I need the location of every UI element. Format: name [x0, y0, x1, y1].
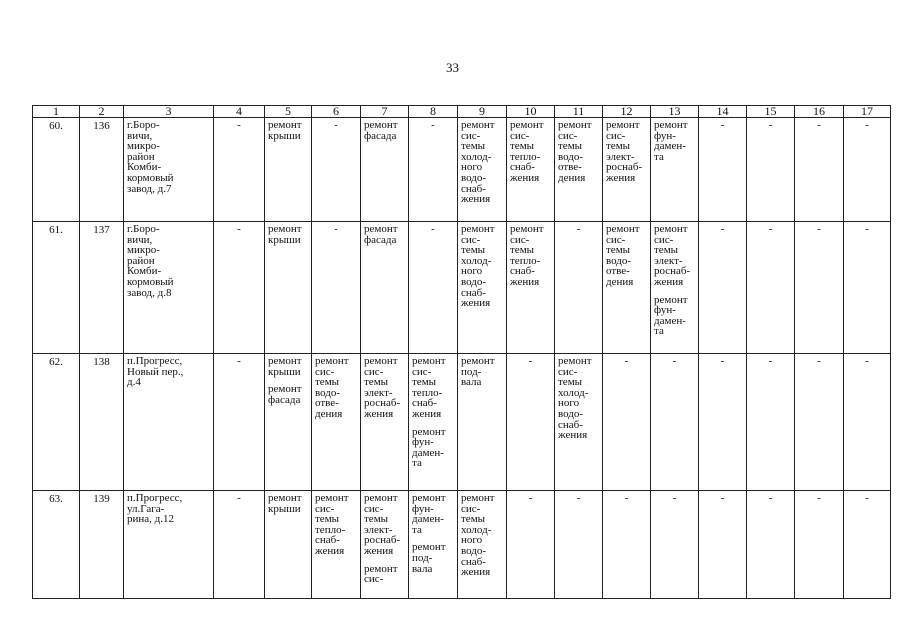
cell-text: ремонт сис- темы холод- ного водо- снаб- жения [558, 355, 592, 442]
table-cell [555, 491, 603, 599]
table-cell [214, 491, 265, 599]
table-cell [555, 222, 603, 354]
table-cell [507, 222, 555, 354]
cell-text: ремонт фун- дамен- та [412, 492, 446, 536]
column-header: 2 [80, 106, 124, 118]
table-cell [80, 222, 124, 354]
table-cell [555, 118, 603, 222]
cell-text: 63. [49, 493, 63, 505]
table-cell [747, 222, 795, 354]
table-cell [844, 222, 891, 354]
cell-text: ремонт сис- темы холод- ного водо- снаб- жения [461, 492, 495, 579]
table-row [33, 354, 891, 491]
table-cell [747, 491, 795, 599]
cell-text: ремонт фасада [268, 383, 302, 406]
cell-text: - [817, 119, 821, 131]
column-header: 7 [361, 106, 409, 118]
cell-text: - [768, 492, 773, 504]
cell-text: - [624, 355, 629, 367]
column-header: 6 [312, 106, 361, 118]
table-cell [214, 118, 265, 222]
column-header: 1 [33, 106, 80, 118]
cell-text: - [817, 223, 821, 235]
table-cell [409, 491, 458, 599]
table-cell [312, 118, 361, 222]
cell-text: ремонт сис- темы водо- отве- дения [558, 119, 592, 184]
table-cell [361, 118, 409, 222]
cell-text: - [768, 355, 773, 367]
table-cell [80, 354, 124, 491]
table-cell [33, 354, 80, 491]
cell-text: ремонт фун- дамен- та [412, 425, 446, 470]
column-header: 5 [265, 106, 312, 118]
cell-text: ремонт крыши [268, 119, 302, 142]
table-cell [844, 118, 891, 222]
table-cell [603, 491, 651, 599]
table-cell [555, 354, 603, 491]
cell-text: ремонт сис- темы элект- роснаб- жения [364, 355, 401, 420]
table-cell [409, 118, 458, 222]
table-cell [651, 491, 699, 599]
table-cell [409, 354, 458, 491]
table-cell [33, 118, 80, 222]
cell-text: - [720, 492, 725, 504]
table-cell [33, 491, 80, 599]
cell-text: ремонт сис- темы тепло- снаб- жения [315, 492, 349, 557]
cell-text: 62. [49, 356, 63, 368]
table-cell [409, 222, 458, 354]
cell-text: - [237, 223, 241, 235]
table-cell [603, 354, 651, 491]
table-cell [795, 354, 844, 491]
cell-text: ремонт под- вала [461, 355, 495, 389]
cell-text: 61. [49, 224, 63, 236]
table-cell [80, 118, 124, 222]
column-header: 12 [603, 106, 651, 118]
column-header: 16 [795, 106, 844, 118]
cell-text: ремонт сис- темы тепло- снаб- жения [412, 355, 446, 420]
cell-text: 136 [93, 120, 110, 132]
cell-text: - [528, 492, 533, 504]
cell-text: ремонт сис- темы водо- отве- дения [315, 355, 349, 420]
cell-text: ремонт сис- темы элект- роснаб- жения [364, 492, 401, 557]
cell-text: 139 [93, 493, 110, 505]
cell-text: ремонт фасада [364, 223, 398, 246]
cell-text: - [720, 223, 725, 235]
table-cell [651, 354, 699, 491]
cell-text: ремонт сис- темы холод- ного водо- снаб- жения [461, 119, 495, 206]
column-header: 3 [124, 106, 214, 118]
cell-text: - [334, 223, 338, 235]
table-cell [214, 354, 265, 491]
column-header: 9 [458, 106, 507, 118]
column-header: 13 [651, 106, 699, 118]
table-cell [603, 222, 651, 354]
cell-text: - [672, 355, 677, 367]
cell-text: ремонт сис- темы тепло- снаб- жения [510, 223, 544, 288]
column-header: 8 [409, 106, 458, 118]
table-row [33, 491, 891, 599]
cell-text: - [237, 355, 241, 367]
table-cell [361, 491, 409, 599]
cell-text: г.Боро- вичи, микро- район Комби- кормовый завод, д.7 [127, 119, 174, 195]
table-cell [312, 222, 361, 354]
table-cell [699, 491, 747, 599]
table-cell [795, 222, 844, 354]
repair-schedule-table [32, 105, 891, 599]
cell-text: - [576, 492, 581, 504]
table-cell [124, 222, 214, 354]
cell-text: ремонт крыши [268, 492, 302, 515]
cell-text: - [576, 223, 581, 235]
column-header: 15 [747, 106, 795, 118]
cell-text: - [237, 492, 241, 504]
cell-text: - [431, 223, 435, 235]
cell-text: - [720, 119, 725, 131]
cell-text: 60. [49, 120, 63, 132]
table-cell [747, 118, 795, 222]
table-row [33, 118, 891, 222]
table-cell [699, 222, 747, 354]
page-number: 33 [446, 60, 459, 75]
table-cell [844, 354, 891, 491]
table-cell [124, 491, 214, 599]
table-cell [312, 354, 361, 491]
cell-text: - [528, 355, 533, 367]
cell-text: - [624, 492, 629, 504]
cell-text: - [768, 119, 773, 131]
table-cell [844, 491, 891, 599]
table-cell [458, 222, 507, 354]
table-cell [124, 354, 214, 491]
table-row [33, 222, 891, 354]
table-cell [747, 354, 795, 491]
cell-text: г.Боро- вичи, микро- район Комби- кормовый завод, д.8 [127, 223, 174, 299]
column-header: 14 [699, 106, 747, 118]
table-cell [507, 354, 555, 491]
table-cell [507, 491, 555, 599]
cell-text: п.Прогресс, Новый пер., д.4 [127, 355, 184, 389]
cell-text: - [865, 223, 869, 235]
column-header: 10 [507, 106, 555, 118]
cell-text: - [865, 355, 869, 367]
table-cell [361, 222, 409, 354]
table-cell [603, 118, 651, 222]
cell-text: ремонт сис- темы элект- роснаб- жения [654, 223, 691, 288]
cell-text: - [672, 492, 677, 504]
cell-text: 137 [93, 224, 110, 236]
table-cell [214, 222, 265, 354]
table-cell [265, 222, 312, 354]
cell-text: - [817, 492, 821, 504]
table-cell [265, 491, 312, 599]
cell-text: ремонт сис- темы тепло- снаб- жения [510, 119, 544, 184]
table-cell [507, 118, 555, 222]
cell-text: - [431, 119, 435, 131]
table-cell [361, 354, 409, 491]
cell-text: - [334, 119, 338, 131]
table-cell [651, 222, 699, 354]
cell-text: ремонт под- вала [412, 541, 446, 575]
cell-text: ремонт сис- темы водо- отве- дения [606, 223, 640, 288]
table-cell [312, 491, 361, 599]
cell-text: п.Прогресс, ул.Гага- рина, д.12 [127, 492, 183, 526]
cell-text: - [865, 492, 869, 504]
cell-text: ремонт сис- [364, 562, 398, 586]
cell-text: - [720, 355, 725, 367]
table-body [33, 118, 891, 599]
cell-text: ремонт сис- темы холод- ного водо- снаб- жения [461, 223, 495, 310]
table-cell [33, 222, 80, 354]
cell-text: ремонт фун- дамен- та [654, 293, 688, 338]
table-cell [795, 491, 844, 599]
table-cell [699, 354, 747, 491]
cell-text: 138 [93, 356, 110, 368]
table-cell [265, 354, 312, 491]
table-cell [651, 118, 699, 222]
cell-text: ремонт сис- темы элект- роснаб- жения [606, 119, 643, 184]
cell-text: - [865, 119, 869, 131]
table-cell [265, 118, 312, 222]
table-cell [458, 491, 507, 599]
table-cell [458, 354, 507, 491]
table-cell [795, 118, 844, 222]
table-cell [80, 491, 124, 599]
table-cell [699, 118, 747, 222]
cell-text: - [237, 119, 241, 131]
cell-text: - [768, 223, 773, 235]
column-number-header-row [33, 106, 891, 118]
column-header: 4 [214, 106, 265, 118]
column-header: 17 [844, 106, 891, 118]
cell-text: ремонт крыши [268, 223, 302, 246]
column-header: 11 [555, 106, 603, 118]
cell-text: - [817, 355, 821, 367]
table-cell [458, 118, 507, 222]
cell-text: ремонт крыши [268, 355, 302, 378]
table-cell [124, 118, 214, 222]
cell-text: ремонт фасада [364, 119, 398, 142]
cell-text: ремонт фун- дамен- та [654, 119, 688, 163]
